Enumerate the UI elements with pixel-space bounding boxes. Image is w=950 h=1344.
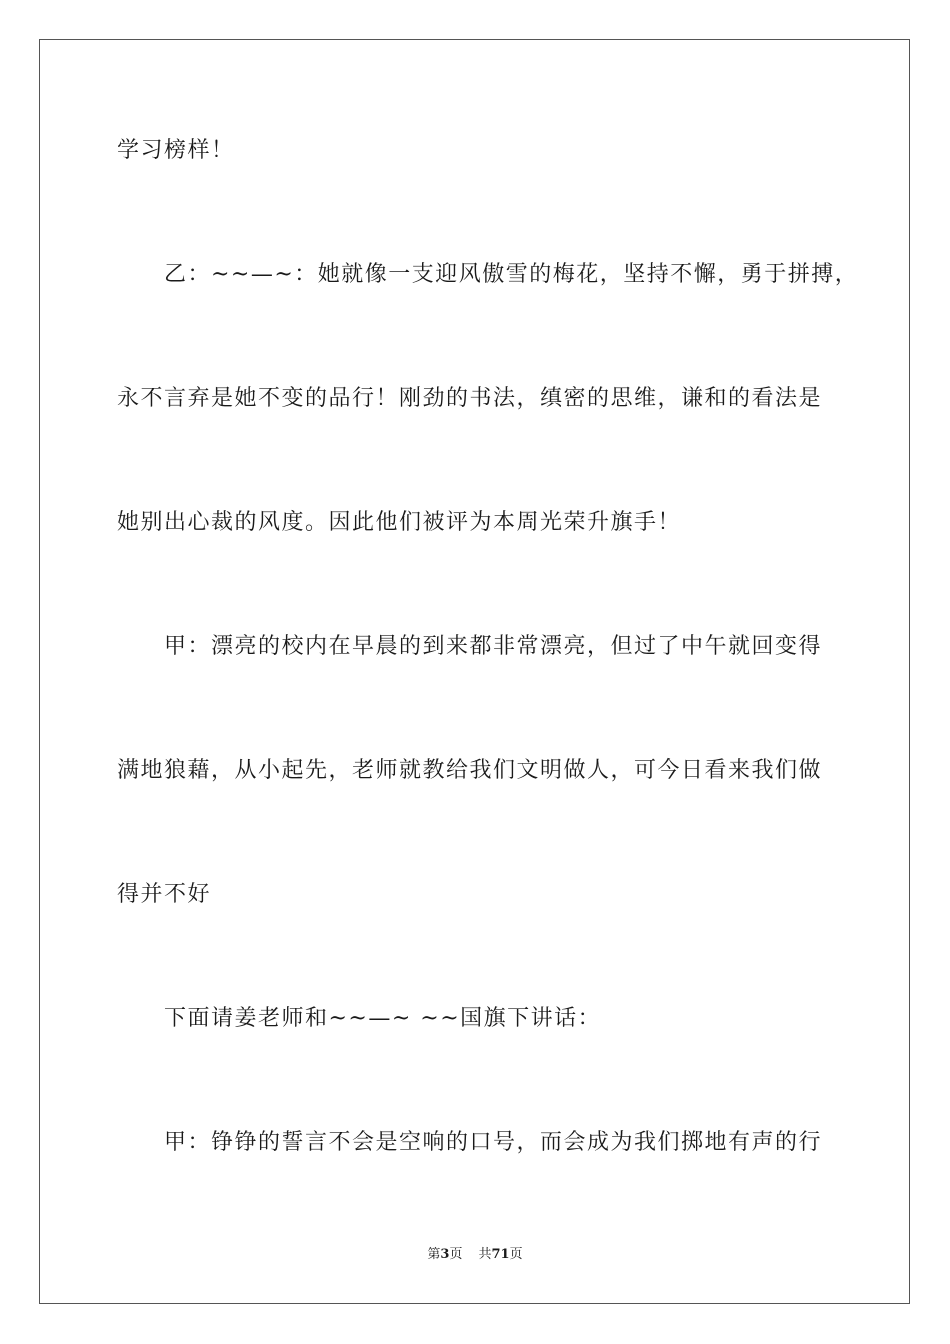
page-footer: [0, 1246, 950, 1264]
text-line-4: 她别出心裁的风度。因此他们被评为本周光荣升旗手！: [117, 510, 682, 535]
text-line-1: 学习榜样！: [117, 138, 235, 163]
total-pages: 71: [491, 1247, 510, 1262]
text-line-8: 下面请姜老师和~~—~ ~~国旗下讲话：: [164, 1006, 602, 1031]
text-line-6: 满地狼藉，从小起先，老师就教给我们文明做人，可今日看来我们做: [117, 758, 823, 783]
text-line-3: 永不言弃是她不变的品行！刚劲的书法，缜密的思维，谦和的看法是: [117, 386, 823, 411]
total-suffix: 页: [509, 1247, 523, 1262]
page-prefix: 第: [427, 1247, 441, 1262]
text-line-9: 甲：铮铮的誓言不会是空响的口号，而会成为我们掷地有声的行: [164, 1130, 823, 1155]
text-line-2: 乙：~~—~：她就像一支迎风傲雪的梅花，坚持不懈，勇于拼搏，: [164, 262, 859, 287]
text-line-5: 甲：漂亮的校内在早晨的到来都非常漂亮，但过了中午就回变得: [164, 634, 823, 659]
total-prefix: 共: [478, 1247, 492, 1262]
text-line-7: 得并不好: [117, 882, 212, 907]
page-number: 3: [440, 1247, 450, 1262]
page-border: [39, 39, 910, 1304]
page-suffix: 页: [449, 1247, 463, 1262]
